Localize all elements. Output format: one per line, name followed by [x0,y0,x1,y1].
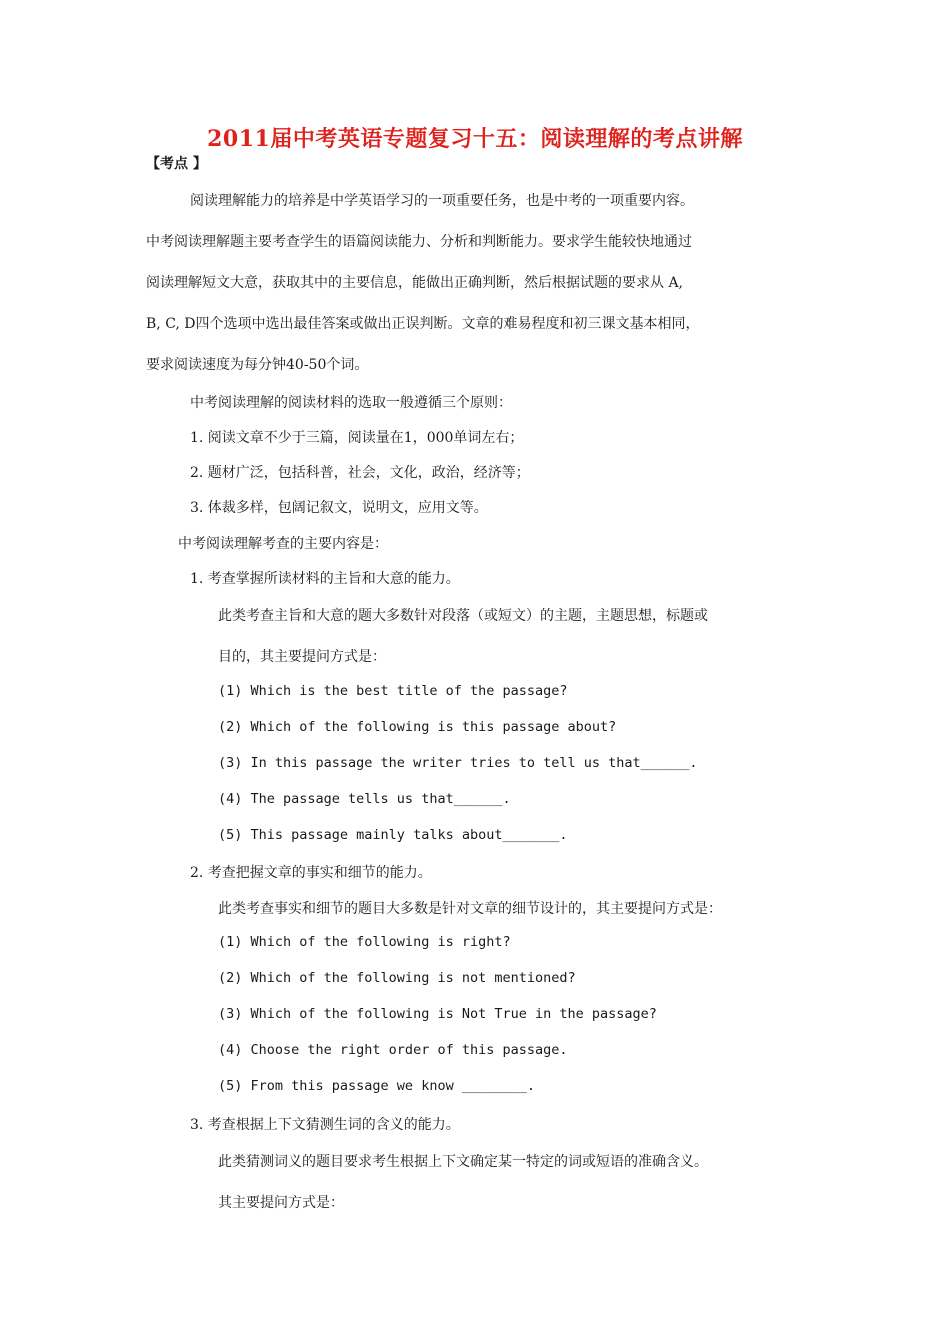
principle-item: 3. 体裁多样，包阔记叙文，说明文，应用文等。 [190,500,488,516]
principles-heading: 中考阅读理解的阅读材料的选取一般遵循三个原则： [190,395,512,411]
question-item: (4) Choose the right order of this passage. [218,1042,568,1058]
section-tag: 【考点 】 [146,156,207,172]
point-description: 此类考查主旨和大意的题大多数针对段落（或短文）的主题，主题思想，标题或 [218,608,708,624]
question-item: (4) The passage tells us that______. [218,791,511,807]
question-item: (3) In this passage the writer tries to tell us that______. [218,755,698,771]
point-description: 此类考查事实和细节的题目大多数是针对文章的细节设计的，其主要提问方式是： [218,901,722,917]
question-item: (2) Which of the following is not mentioned? [218,970,576,986]
point-description: 目的，其主要提问方式是： [218,649,386,665]
content-heading: 中考阅读理解考查的主要内容是： [178,536,388,552]
intro-line: 要求阅读速度为每分钟40-50个词。 [146,357,369,373]
point-description: 其主要提问方式是： [218,1195,344,1211]
question-item: (1) Which of the following is right? [218,934,511,950]
point-description: 此类猜测词义的题目要求考生根据上下文确定某一特定的词或短语的准确含义。 [218,1154,708,1170]
intro-line: 中考阅读理解题主要考查学生的语篇阅读能力、分析和判断能力。要求学生能较快地通过 [146,234,692,250]
question-item: (5) From this passage we know ________. [218,1078,535,1094]
point-heading: 3. 考查根据上下文猜测生词的含义的能力。 [190,1117,460,1133]
question-item: (2) Which of the following is this passage about? [218,719,617,735]
question-item: (5) This passage mainly talks about_______. [218,827,568,843]
principle-item: 2. 题材广泛，包括科普，社会，文化，政治，经济等； [190,465,530,481]
point-heading: 1. 考查掌握所读材料的主旨和大意的能力。 [190,571,460,587]
intro-line: 阅读理解能力的培养是中学英语学习的一项重要任务，也是中考的一项重要内容。 [190,193,694,209]
principle-item: 1. 阅读文章不少于三篇，阅读量在1，000单词左右； [190,430,524,446]
intro-line: B, C, D四个选项中选出最佳答案或做出正误判断。文章的难易程度和初三课文基本相同， [146,316,700,332]
question-item: (3) Which of the following is Not True in the passage? [218,1006,657,1022]
intro-line: 阅读理解短文大意，获取其中的主要信息，能做出正确判断，然后根据试题的要求从 A, [146,275,684,291]
question-item: (1) Which is the best title of the passage? [218,683,568,699]
point-heading: 2. 考查把握文章的事实和细节的能力。 [190,865,432,881]
page-title: 2011届中考英语专题复习十五：阅读理解的考点讲解 [207,126,743,152]
